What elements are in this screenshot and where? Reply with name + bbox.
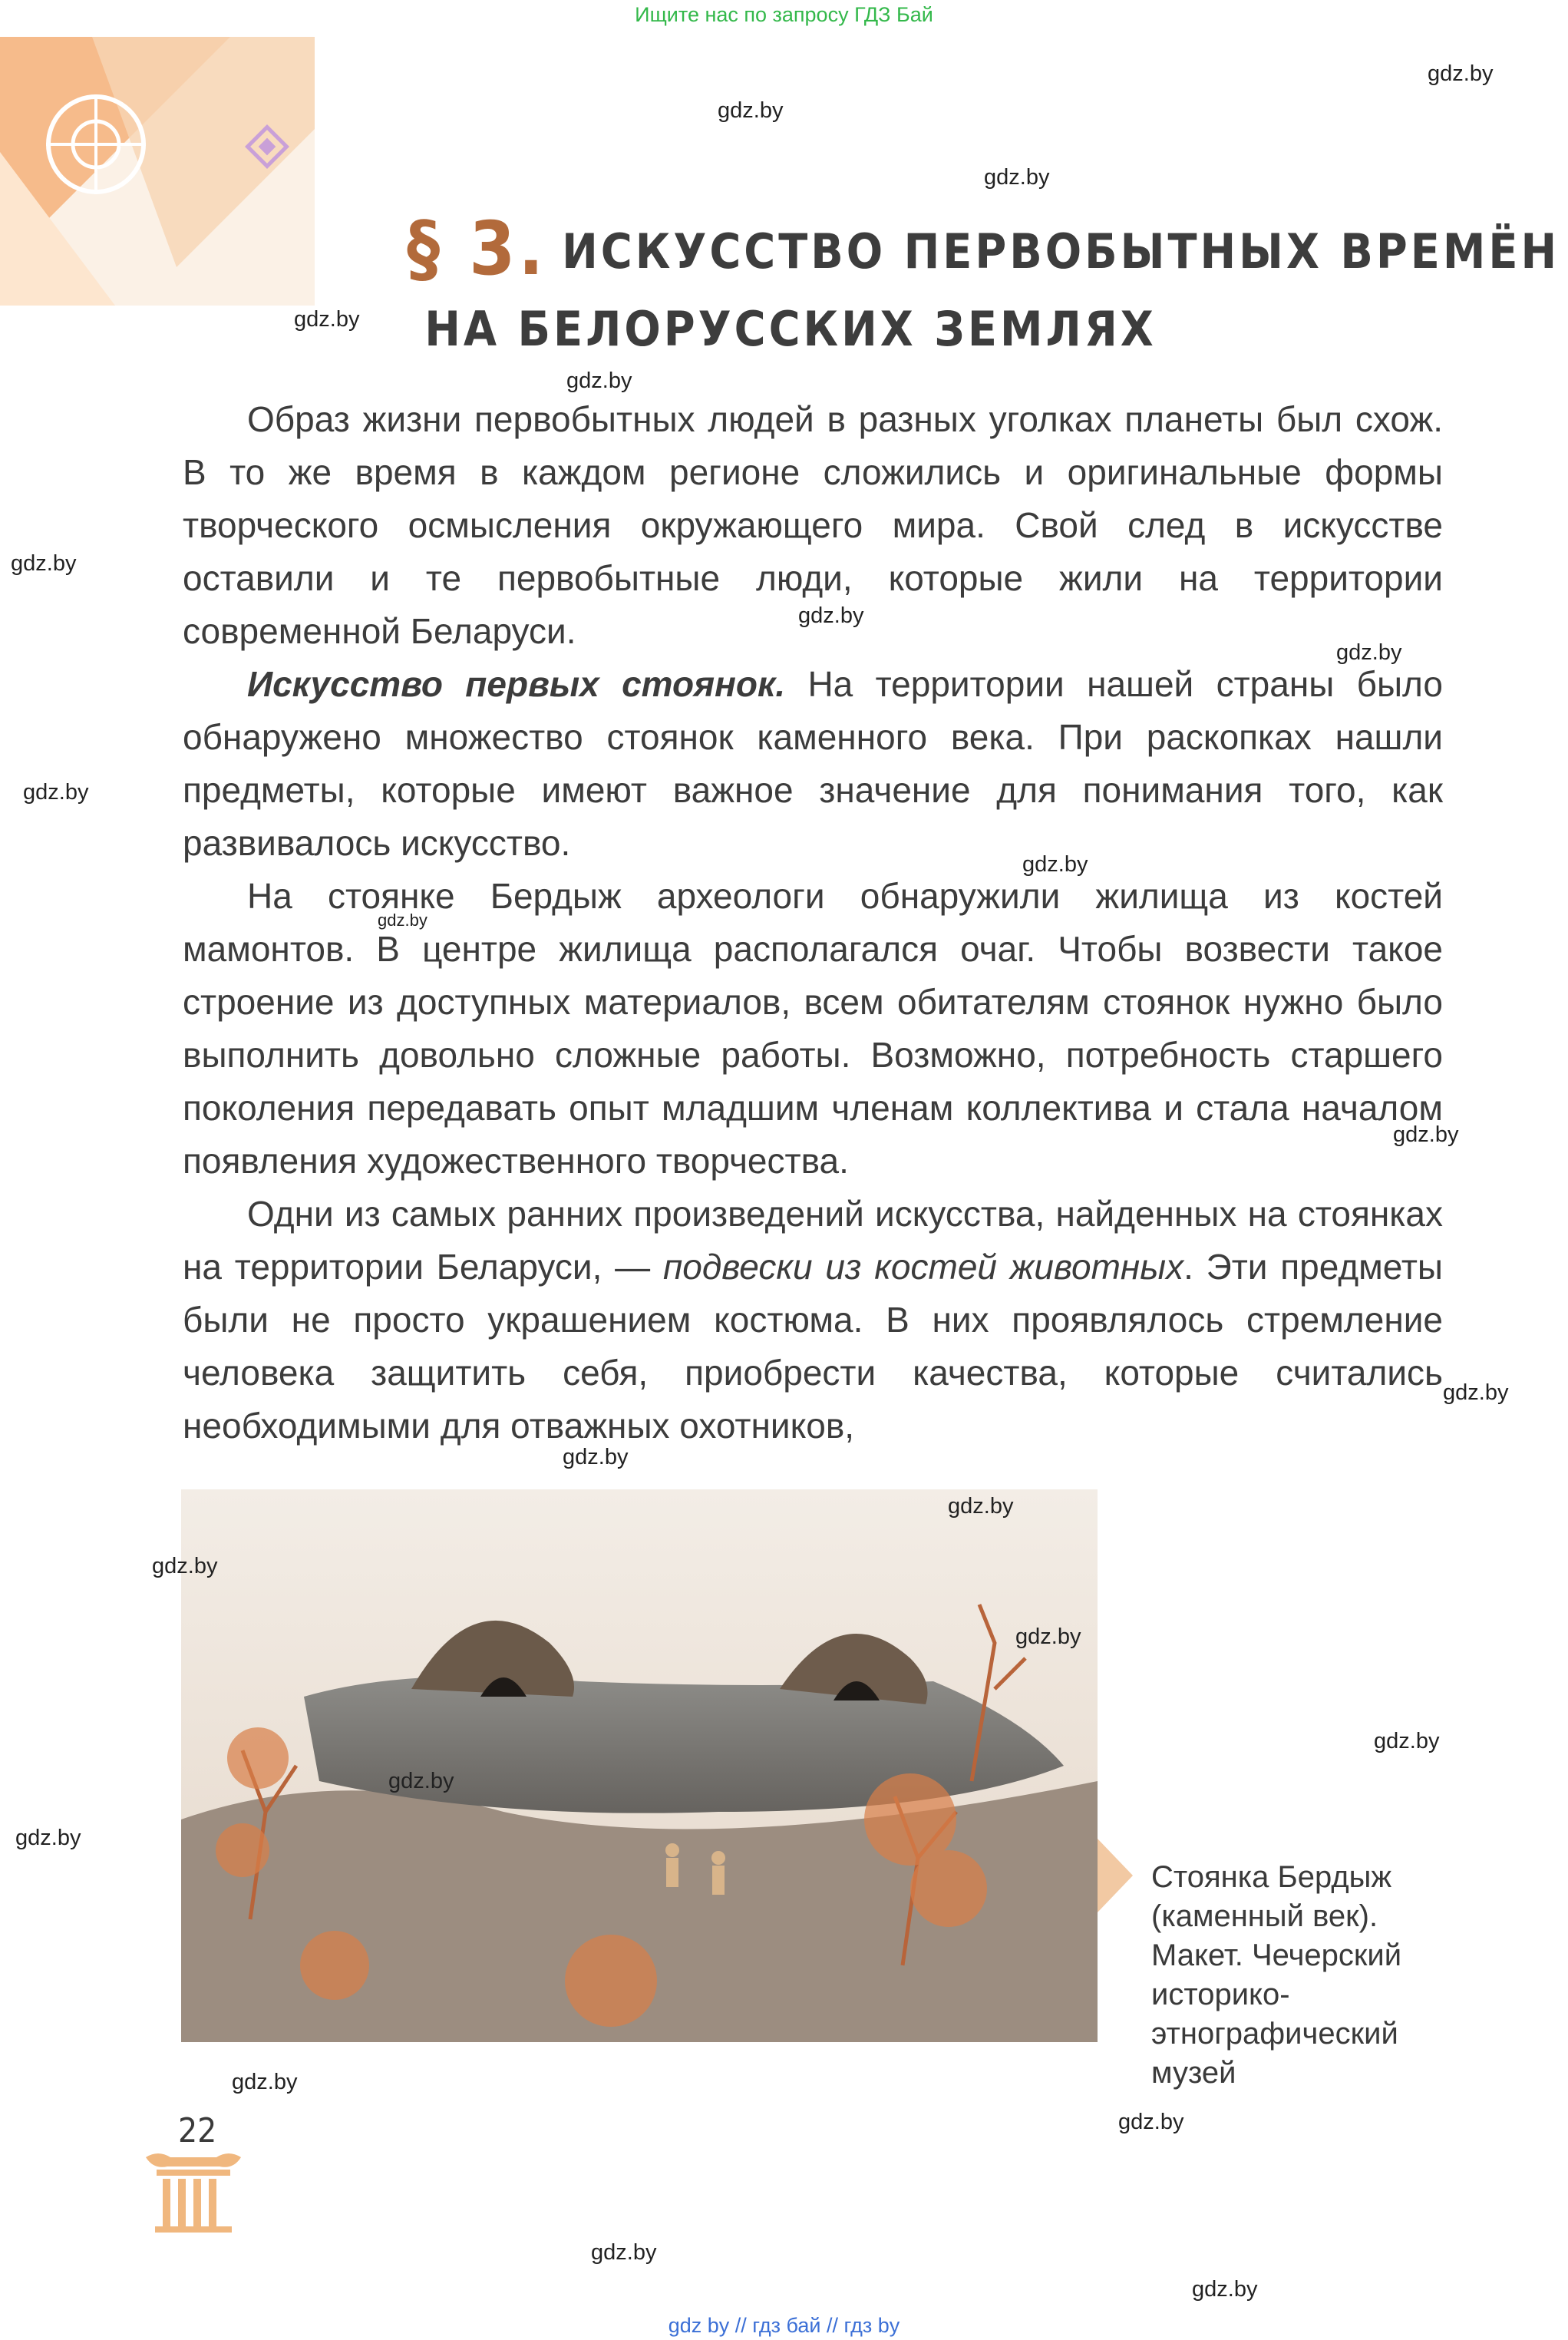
watermark: gdz.by <box>1015 1624 1081 1649</box>
body-text <box>183 393 1443 1453</box>
watermark: gdz.by <box>11 551 77 576</box>
paragraph-2-heading: Искусство первых стоянок. <box>247 664 786 704</box>
site-model-photo <box>181 1489 1098 2042</box>
watermark: gdz.by <box>294 307 360 332</box>
footer-links[interactable]: gdz by // гдз бай // гдз by <box>668 2314 900 2337</box>
paragraph-4-emphasis: подвески из костей животных <box>662 1247 1184 1287</box>
section-title <box>407 206 1560 292</box>
watermark: gdz.by <box>718 98 784 123</box>
paragraph-4-text-b: . Эти предметы были не просто украшением костюма. В них проявлялось стремление человека защитить себя, приобрести качества, которые считались необходимыми для отважных охотников, <box>183 1247 1443 1446</box>
section-title-line2: НА БЕЛОРУССКИХ ЗЕМЛЯХ <box>424 301 1157 357</box>
watermark: gdz.by <box>984 165 1050 190</box>
watermark: gdz.by <box>1192 2277 1258 2302</box>
watermark: gdz.by <box>948 1494 1014 1519</box>
paragraph-2-text: На территории нашей страны было обнаружено множество стоянок каменного века. При раскопках нашли предметы, которые имеют важное значение для понимания того, как развивалось искусство. <box>183 664 1443 863</box>
watermark: gdz.by <box>23 780 89 805</box>
watermark: gdz.by <box>1443 1380 1509 1405</box>
photo-caption: Стоянка Бердыж (каменный век). Макет. Чечерский историко-этнографический музей <box>1151 1860 1402 2090</box>
watermark: gdz.by <box>566 369 632 393</box>
watermark: gdz.by <box>1393 1122 1459 1147</box>
column-ornament-icon <box>143 2150 244 2234</box>
section-title-line1: ИСКУССТВО ПЕРВОБЫТНЫХ ВРЕМЁН <box>562 223 1560 279</box>
watermark: gdz.by <box>798 603 864 628</box>
page-number: 22 <box>178 2111 217 2150</box>
paragraph-3: На стоянке Бердыж археологи обнаружили жилища из костей мамонтов. В центре жилища располагался очаг. Чтобы возвести такое строение из доступных материалов, всем обитателям стоянок нужно было выполнить довольно сложные работы. Возможно, потребность старшего поколения передавать опыт младшим членам коллектива и стала началом появления художественного творчества. <box>183 876 1443 1181</box>
caption-arrow-icon <box>1098 1839 1133 1912</box>
watermark: gdz.by <box>1118 2110 1184 2134</box>
paragraph-1: Образ жизни первобытных людей в разных уголках планеты был схож. В то же время в каждом регионе сложились и оригинальные формы творческого осмысления окружающего мира. Свой след в искусстве оставили и те первобытные люди, которые жили на территории современной Беларуси. <box>183 399 1443 651</box>
section-number: § 3. <box>407 206 547 292</box>
watermark: gdz.by <box>378 911 427 930</box>
watermark: gdz.by <box>1374 1729 1440 1753</box>
watermark: gdz.by <box>152 1554 218 1578</box>
watermark: gdz.by <box>1428 61 1494 86</box>
watermark: gdz.by <box>15 1826 81 1850</box>
paragraph-2 <box>183 658 1443 870</box>
watermark: gdz.by <box>1336 640 1402 665</box>
watermark: gdz.by <box>1022 852 1088 877</box>
watermark: gdz.by <box>388 1769 454 1793</box>
paragraph-4-text-a: Одни из самых ранних произведений искусства, найденных на стоянках на территории Беларуси, — <box>183 1194 1443 1287</box>
top-banner[interactable]: Ищите нас по запросу ГДЗ Бай <box>635 3 933 26</box>
watermark: gdz.by <box>232 2070 298 2094</box>
corner-ornament <box>0 37 315 306</box>
watermark: gdz.by <box>563 1445 629 1469</box>
paragraph-4 <box>183 1188 1443 1453</box>
watermark: gdz.by <box>591 2240 657 2265</box>
